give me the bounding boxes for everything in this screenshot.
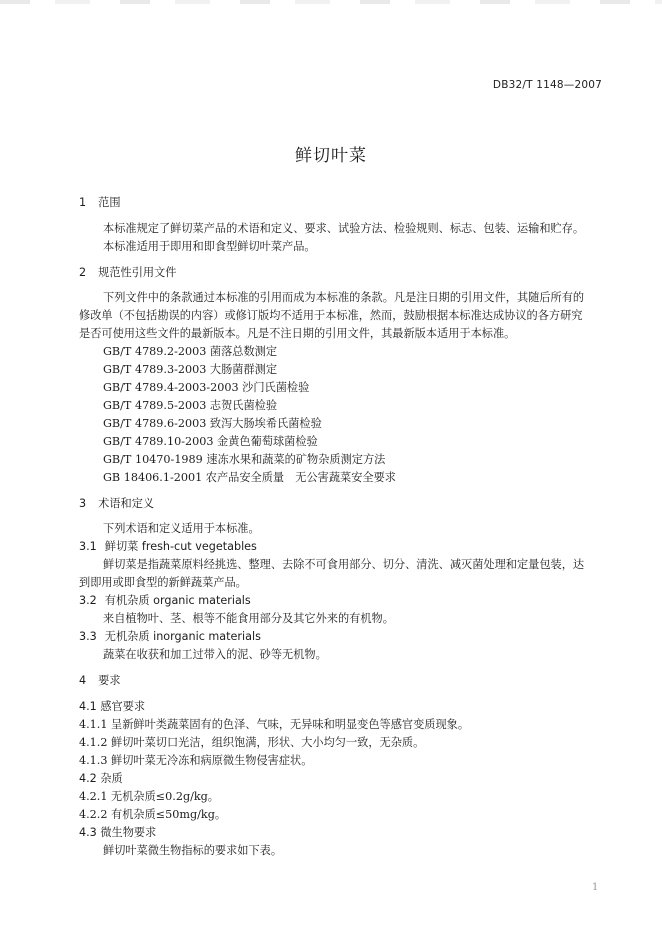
section-title: 术语和定义 <box>98 497 155 510</box>
section-title: 规范性引用文件 <box>98 266 177 279</box>
term-number: 3.2 <box>79 594 97 607</box>
document-title: 鲜切叶菜 <box>295 146 367 166</box>
reference-item: GB/T 10470-1989 速冻水果和蔬菜的矿物杂质测定方法 <box>103 453 386 466</box>
section-number: 3 <box>79 497 87 510</box>
clause-4-3: 4.3 微生物要求 <box>79 826 157 839</box>
section-2-heading <box>79 266 176 280</box>
terms-intro: 下列术语和定义适用于本标准。 <box>103 522 260 535</box>
term-title: 鲜切菜 fresh-cut vegetables <box>104 540 257 553</box>
clause-4-2: 4.2 杂质 <box>79 772 123 785</box>
term-title: 无机杂质 inorganic materials <box>104 630 261 643</box>
clause-4-1-3: 4.1.3 鲜切叶菜无冷冻和病原微生物侵害症状。 <box>79 754 313 767</box>
section-3-heading <box>79 497 154 511</box>
section-4-heading <box>79 674 121 688</box>
reference-item: GB/T 4789.3-2003 大肠菌群测定 <box>103 363 278 376</box>
term-3-3-heading <box>79 630 261 644</box>
term-3-1-definition-line-2: 到即用或即食型的新鲜蔬菜产品。 <box>79 576 247 589</box>
scope-paragraph-1: 本标准规定了鲜切菜产品的术语和定义、要求、试验方法、检验规则、标志、包装、运输和贮存。 <box>103 222 585 235</box>
section-number: 1 <box>79 196 87 209</box>
normative-paragraph-line-2: 修改单（不包括勘误的内容）或修订版均不适用于本标准，然而，鼓励根据本标准达成协议的各方研究 <box>79 309 583 322</box>
reference-item: GB/T 4789.6-2003 致泻大肠埃希氏菌检验 <box>103 417 322 430</box>
normative-paragraph-line-1: 下列文件中的条款通过本标准的引用而成为本标准的条款。凡是注日期的引用文件，其随后所有的 <box>103 291 585 304</box>
clause-4-1: 4.1 感官要求 <box>79 700 146 713</box>
term-title: 有机杂质 organic materials <box>104 594 251 607</box>
scope-paragraph-2: 本标准适用于即用和即食型鲜切叶菜产品。 <box>103 240 316 253</box>
normative-paragraph-line-3: 是否可使用这些文件的最新版本。凡是不注日期的引用文件，其最新版本适用于本标准。 <box>79 327 516 340</box>
section-1-heading <box>79 196 121 210</box>
section-title: 范围 <box>98 196 121 209</box>
term-3-1-definition-line-1: 鲜切菜是指蔬菜原料经挑选、整理、去除不可食用部分、切分、清洗、减灭菌处理和定量包装，达 <box>103 558 585 571</box>
term-3-3-definition: 蔬菜在收获和加工过带入的泥、砂等无机物。 <box>103 648 327 661</box>
reference-item: GB/T 4789.4-2003-2003 沙门氏菌检验 <box>103 381 310 394</box>
section-number: 2 <box>79 266 87 279</box>
term-number: 3.1 <box>79 540 97 553</box>
clause-4-1-1: 4.1.1 呈新鲜叶类蔬菜固有的色泽、气味，无异味和明显变色等感官变质现象。 <box>79 718 470 731</box>
term-number: 3.3 <box>79 630 97 643</box>
scan-edge-artifact <box>0 0 662 4</box>
reference-item: GB/T 4789.10-2003 金黄色葡萄球菌检验 <box>103 435 318 448</box>
section-number: 4 <box>79 674 87 687</box>
clause-4-2-2: 4.2.2 有机杂质≤50mg/kg。 <box>79 808 227 821</box>
page-number: 1 <box>592 882 599 893</box>
term-3-2-heading <box>79 594 251 608</box>
clause-4-2-1: 4.2.1 无机杂质≤0.2g/kg。 <box>79 790 219 803</box>
reference-item: GB/T 4789.2-2003 菌落总数测定 <box>103 345 278 358</box>
reference-item: GB/T 4789.5-2003 志贺氏菌检验 <box>103 399 278 412</box>
term-3-2-definition: 来自植物叶、茎、根等不能食用部分及其它外来的有机物。 <box>103 612 394 625</box>
clause-4-1-2: 4.1.2 鲜切叶菜切口光洁，组织饱满，形状、大小均匀一致，无杂质。 <box>79 736 425 749</box>
section-title: 要求 <box>98 674 121 687</box>
standard-code: DB32/T 1148—2007 <box>492 79 602 91</box>
term-3-1-heading <box>79 540 257 554</box>
reference-item: GB 18406.1-2001 农产品安全质量 无公害蔬菜安全要求 <box>103 471 396 484</box>
clause-4-3-text: 鲜切叶菜微生物指标的要求如下表。 <box>103 844 283 857</box>
